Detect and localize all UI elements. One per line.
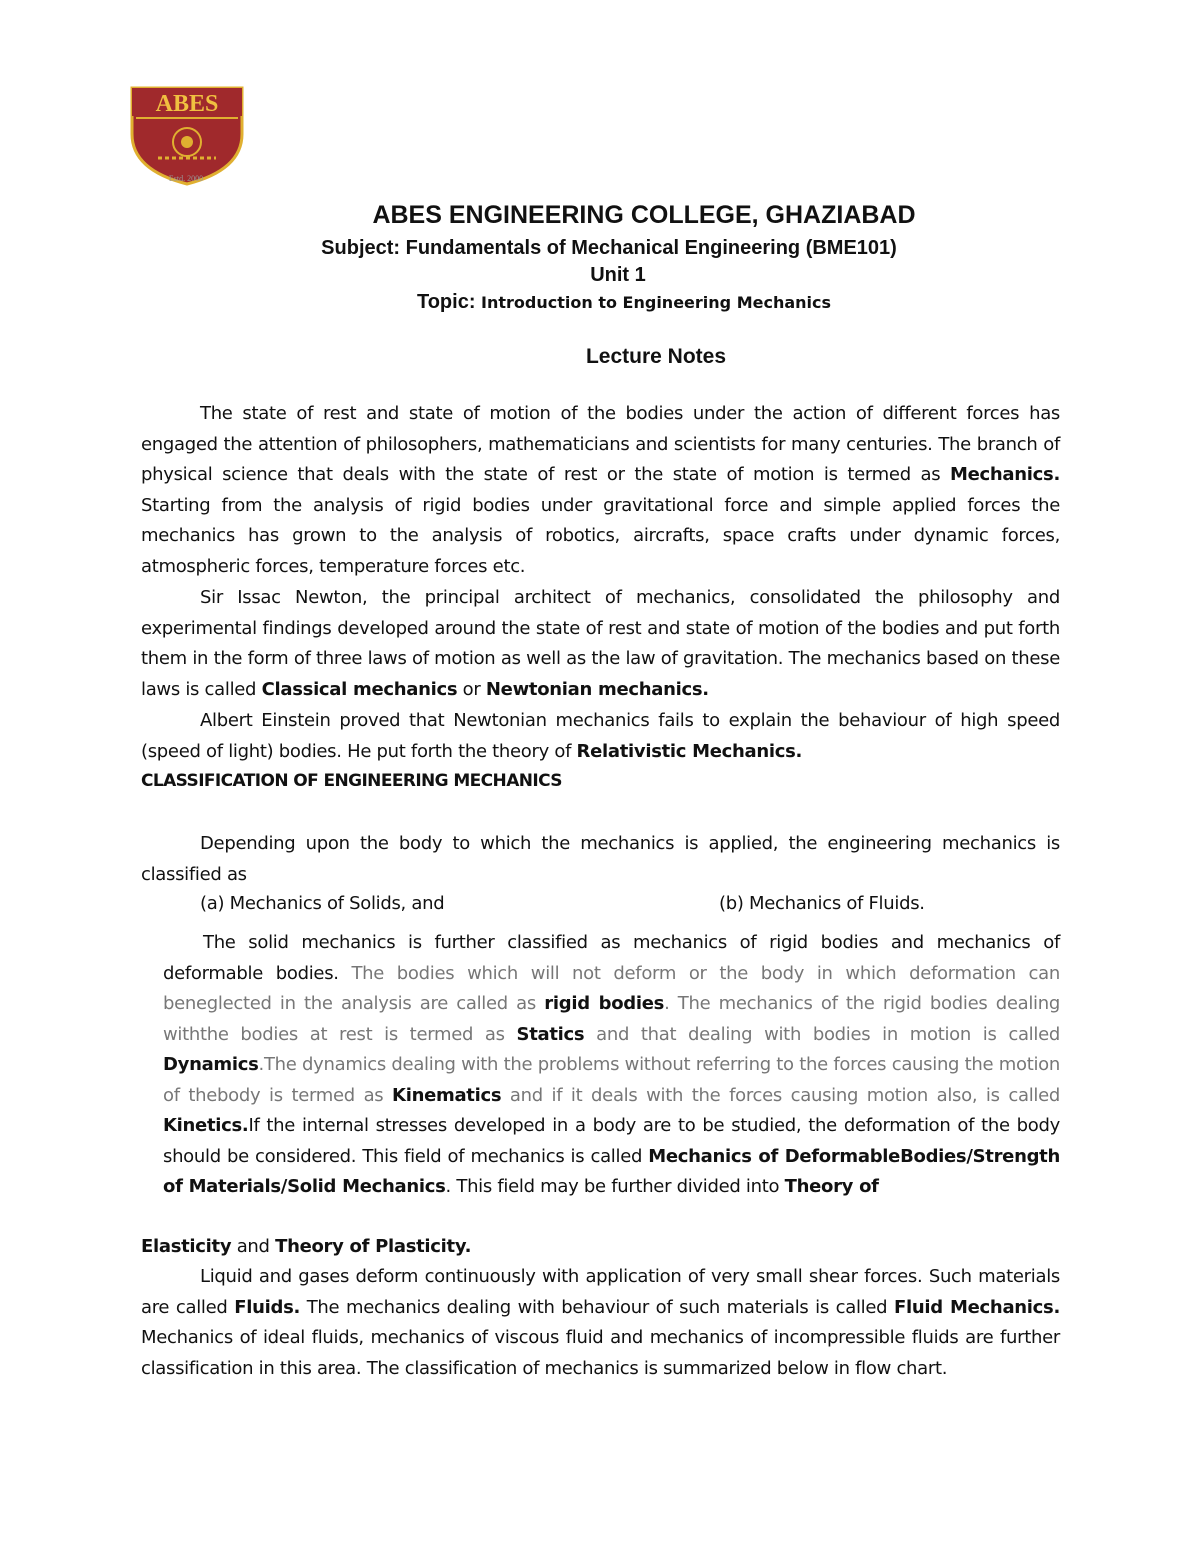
paragraph-einstein: Albert Einstein proved that Newtonian mechanics fails to explain the behaviour of high speed (speed of light) bodies. He put forth the theory of Relativistic Mechanics. bbox=[141, 710, 1060, 762]
topic-line bbox=[0, 291, 1200, 314]
unit-line: Unit 1 bbox=[590, 264, 646, 286]
section-heading: CLASSIFICATION OF ENGINEERING MECHANICS bbox=[141, 771, 562, 791]
paragraph-elasticity: Elasticity and Theory of Plasticity. bbox=[141, 1236, 472, 1257]
topic-value: Introduction to Engineering Mechanics bbox=[481, 293, 832, 312]
established-text: Estd. 2000 bbox=[168, 174, 204, 183]
item-fluids: (b) Mechanics of Fluids. bbox=[719, 893, 925, 914]
paragraph-intro: The state of rest and state of motion of the bodies under the action of different forces has engaged the attention of philosophers, mathematicians and scientists for many centuries. The branch of physical science that deals with the state of rest or the state of motion is termed as Mechanics. Starting from the analysis of rigid bodies under gravitational force and simple applied forces the mechanics has grown to the analysis of robotics, aircrafts, space crafts under dynamic forces, atmospheric forces, temperature forces etc. bbox=[141, 403, 1060, 577]
topic-label: Topic: bbox=[416, 291, 476, 313]
item-solids: (a) Mechanics of Solids, and bbox=[200, 893, 445, 914]
paragraph-newton: Sir Issac Newton, the principal architect of mechanics, consolidated the philosophy and experimental findings developed around the state of rest and state of motion of the bodies and put forth them in the form of three laws of motion as well as the law of gravitation. The mechanics based on these laws is called Classical mechanics or Newtonian mechanics. bbox=[141, 587, 1060, 700]
lecture-notes-heading: Lecture Notes bbox=[585, 345, 727, 368]
college-title: ABES ENGINEERING COLLEGE, GHAZIABAD bbox=[372, 201, 916, 229]
paragraph-solid-mechanics: The solid mechanics is further classified as mechanics of rigid bodies and mechanics of deformable bodies. The bodies which will not deform or the body in which deformation can beneglected in the analysis are called as rigid bodies. The mechanics of the rigid bodies dealing withthe bodies at rest is termed as Statics and that dealing with bodies in motion is called Dynamics.The dynamics dealing with the problems without referring to the forces causing the motion of thebody is termed as Kinematics and if it deals with the forces causing motion also, is called Kinetics.If the internal stresses developed in a body are to be studied, the deformation of the body should be considered. This field of mechanics is called Mechanics of DeformableBodies/Strength of Materials/Solid Mechanics. This field may be further divided into Theory of bbox=[163, 932, 1060, 1197]
logo-text: ABES bbox=[155, 91, 219, 117]
paragraph-fluids: Liquid and gases deform continuously with application of very small shear forces. Such materials are called Fluids. The mechanics dealing with behaviour of such materials is called Fluid Mechanics. Mechanics of ideal fluids, mechanics of viscous fluid and mechanics of incompressible fluids are further classification in this area. The classification of mechanics is summarized below in flow chart. bbox=[141, 1266, 1060, 1379]
abes-logo bbox=[128, 86, 246, 186]
paragraph-classification: Depending upon the body to which the mechanics is applied, the engineering mechanics is classified as bbox=[141, 833, 1060, 885]
subject-line: Subject: Fundamentals of Mechanical Engineering (BME101) bbox=[321, 237, 897, 259]
